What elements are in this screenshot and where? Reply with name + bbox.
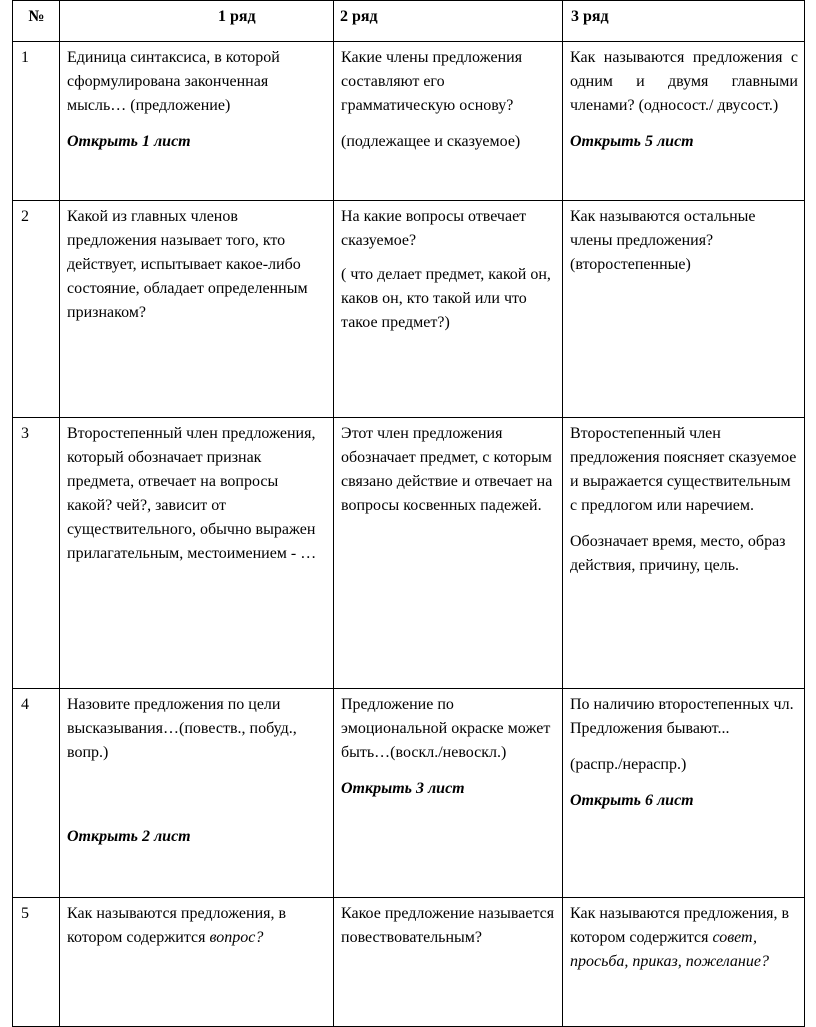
open-sheet-link[interactable]: Открыть 1 лист <box>67 133 191 150</box>
question-text: Как называются предложения с одним и двумя главными членами? (односост./ двусост.) <box>570 49 798 114</box>
question-cell <box>60 898 334 1027</box>
open-sheet-link[interactable]: Открыть 2 лист <box>67 828 191 845</box>
row-number: 1 <box>13 42 60 201</box>
table-row <box>13 689 805 898</box>
quiz-table <box>12 0 805 1027</box>
question-cell <box>334 898 563 1027</box>
open-sheet-link[interactable]: Открыть 5 лист <box>570 133 694 150</box>
question-text: Как называются предложения, в котором содержится совет, просьба, приказ, пожелание? <box>570 905 790 970</box>
header-row-3: 3 ряд <box>563 1 805 42</box>
question-cell <box>334 689 563 898</box>
answer-text: ( что делает предмет, какой он, каков он, кто такой или что такое предмет?) <box>341 266 551 331</box>
question-cell <box>334 418 563 689</box>
question-text: Второстепенный член предложения поясняет сказуемое и выражается существительным с предлогом или наречием. <box>570 425 797 514</box>
question-text: Как называются предложения, в котором содержится вопрос? <box>67 905 287 946</box>
row-number: 5 <box>13 898 60 1027</box>
question-cell <box>60 418 334 689</box>
table-row <box>13 898 805 1027</box>
open-sheet-link[interactable]: Открыть 3 лист <box>341 780 465 797</box>
question-text: Какие члены предложения составляют его грамматическую основу? <box>341 49 523 114</box>
answer-text: (распр./нераспр.) <box>570 756 687 773</box>
open-sheet-link[interactable]: Открыть 6 лист <box>570 792 694 809</box>
emphasis-text: вопрос? <box>209 929 264 946</box>
header-row <box>13 1 805 42</box>
table-row <box>13 418 805 689</box>
question-cell <box>563 418 805 689</box>
header-num: № <box>13 1 60 42</box>
question-cell <box>60 689 334 898</box>
answer-text: (подлежащее и сказуемое) <box>341 133 521 150</box>
question-cell <box>60 42 334 201</box>
question-cell <box>334 201 563 418</box>
question-cell <box>563 42 805 201</box>
question-text: Как называются остальные члены предложения? (второстепенные) <box>570 208 756 273</box>
row-number: 2 <box>13 201 60 418</box>
emphasis-text: совет, просьба, приказ, пожелание? <box>570 929 769 970</box>
row-number: 4 <box>13 689 60 898</box>
question-text: По наличию второстепенных чл. Предложения бывают... <box>570 696 794 737</box>
question-cell <box>60 201 334 418</box>
row-number: 3 <box>13 418 60 689</box>
question-text: Второстепенный член предложения, который обозначает признак предмета, отвечает на вопросы какой? чей?, зависит от существительного, обычно выражен прилагательным, местоимением - … <box>67 425 317 562</box>
header-row-2: 2 ряд <box>334 1 563 42</box>
question-text: Предложение по эмоциональной окраске может быть…(воскл./невоскл.) <box>341 696 551 761</box>
question-cell <box>563 201 805 418</box>
question-text: Назовите предложения по цели высказывания…(повеств., побуд., вопр.) <box>67 696 297 761</box>
header-row-1: 1 ряд <box>60 1 334 42</box>
question-text-extra: Обозначает время, место, образ действия, причину, цель. <box>570 533 786 574</box>
question-text: Этот член предложения обозначает предмет, с которым связано действие и отвечает на вопросы косвенных падежей. <box>341 425 553 514</box>
question-text: На какие вопросы отвечает сказуемое? <box>341 208 527 249</box>
question-cell <box>563 898 805 1027</box>
table-row <box>13 201 805 418</box>
question-text: Единица синтаксиса, в которой сформулирована законченная мысль… (предложение) <box>67 49 280 114</box>
question-cell <box>563 689 805 898</box>
table-row <box>13 42 805 201</box>
question-text: Какой из главных членов предложения называет того, кто действует, испытывает какое-либо состояние, обладает определенным признаком? <box>67 208 308 321</box>
question-text: Какое предложение называется повествовательным? <box>341 905 555 946</box>
question-cell <box>334 42 563 201</box>
